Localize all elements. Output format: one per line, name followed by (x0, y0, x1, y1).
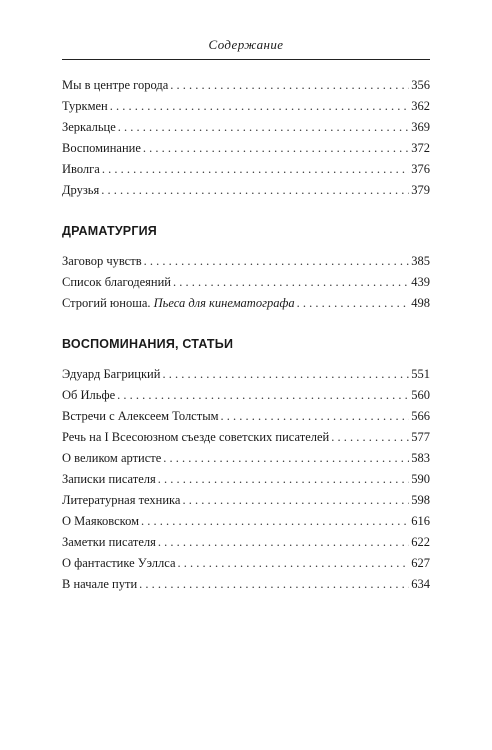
page-number: 498 (411, 296, 430, 310)
leader-dots (173, 272, 409, 293)
section-heading-drama: ДРАМАТУРГИЯ (62, 224, 157, 238)
leader-dots (143, 138, 409, 159)
leader-dots (182, 490, 409, 511)
toc-entry[interactable] (62, 532, 430, 553)
entry-title (62, 293, 295, 314)
toc-entry[interactable] (62, 117, 430, 138)
leader-dots (178, 553, 410, 574)
toc-entry[interactable] (62, 448, 430, 469)
toc-entry[interactable] (62, 427, 430, 448)
page-number: 566 (411, 409, 430, 423)
page-number: 551 (411, 367, 430, 381)
entry-title: Литературная техника (62, 493, 181, 507)
page-header: Содержание (208, 37, 284, 52)
leader-dots (162, 364, 409, 385)
leader-dots (101, 180, 409, 201)
entry-title: Эдуард Багрицкий (62, 367, 161, 381)
entry-title: Иволга (62, 162, 100, 176)
leader-dots (170, 75, 409, 96)
leader-dots (118, 117, 409, 138)
toc-entry[interactable] (62, 251, 430, 272)
entry-title: Туркмен (62, 99, 108, 113)
leader-dots (158, 532, 409, 553)
toc-entry[interactable] (62, 272, 430, 293)
toc-entry[interactable] (62, 293, 430, 314)
leader-dots (117, 385, 409, 406)
entry-title: Заговор чувств (62, 254, 142, 268)
toc-entry[interactable] (62, 180, 430, 201)
entry-title: Об Ильфе (62, 388, 116, 402)
page-number: 577 (411, 430, 430, 444)
page-number: 560 (411, 388, 430, 402)
entry-title: Воспоминание (62, 141, 141, 155)
toc-entry[interactable] (62, 75, 430, 96)
page-number: 622 (411, 535, 430, 549)
entry-title: Зеркальце (62, 120, 116, 134)
toc-group-memoirs (62, 333, 430, 595)
section-heading-memoirs: ВОСПОМИНАНИЯ, СТАТЬИ (62, 337, 234, 351)
entry-subtitle: Пьеса для кинематографа (153, 296, 295, 310)
leader-dots (331, 427, 409, 448)
toc-entry[interactable] (62, 138, 430, 159)
page-number: 362 (411, 99, 430, 113)
entry-title: Записки писателя (62, 472, 156, 486)
page-number: 590 (411, 472, 430, 486)
entry-title: Список благодеяний (62, 275, 171, 289)
entry-title: Речь на I Всесоюзном съезде советских писателей (62, 430, 330, 444)
page-number: 583 (411, 451, 430, 465)
page-number: 369 (411, 120, 430, 134)
toc-entry[interactable] (62, 553, 430, 574)
page-number: 385 (411, 254, 430, 268)
toc-entry[interactable] (62, 159, 430, 180)
page-number: 376 (411, 162, 430, 176)
leader-dots (110, 96, 410, 117)
toc-entry[interactable] (62, 96, 430, 117)
page-number: 439 (411, 275, 430, 289)
entry-title: О великом артисте (62, 451, 162, 465)
entry-title: Мы в центре города (62, 78, 169, 92)
leader-dots (297, 293, 410, 314)
table-of-contents (62, 75, 430, 595)
leader-dots (221, 406, 410, 427)
header-rule (62, 59, 430, 60)
entry-title: В начале пути (62, 577, 138, 591)
leader-dots (141, 511, 409, 532)
toc-group-stories (62, 75, 430, 201)
toc-entry[interactable] (62, 490, 430, 511)
page-number: 627 (411, 556, 430, 570)
page-number: 616 (411, 514, 430, 528)
toc-entry[interactable] (62, 574, 430, 595)
leader-dots (102, 159, 409, 180)
toc-entry[interactable] (62, 406, 430, 427)
page-number: 634 (411, 577, 430, 591)
page-number: 372 (411, 141, 430, 155)
leader-dots (144, 251, 410, 272)
toc-group-drama (62, 220, 430, 314)
page-number: 356 (411, 78, 430, 92)
leader-dots (163, 448, 409, 469)
leader-dots (139, 574, 409, 595)
toc-entry[interactable] (62, 364, 430, 385)
entry-title: Заметки писателя (62, 535, 156, 549)
leader-dots (158, 469, 409, 490)
entry-title: О Маяковском (62, 514, 139, 528)
entry-title-main: Строгий юноша. (62, 296, 151, 310)
toc-entry[interactable] (62, 385, 430, 406)
toc-entry[interactable] (62, 469, 430, 490)
page-number: 379 (411, 183, 430, 197)
entry-title: Встречи с Алексеем Толстым (62, 409, 219, 423)
page-number: 598 (411, 493, 430, 507)
toc-entry[interactable] (62, 511, 430, 532)
entry-title: Друзья (62, 183, 100, 197)
entry-title: О фантастике Уэллса (62, 556, 176, 570)
